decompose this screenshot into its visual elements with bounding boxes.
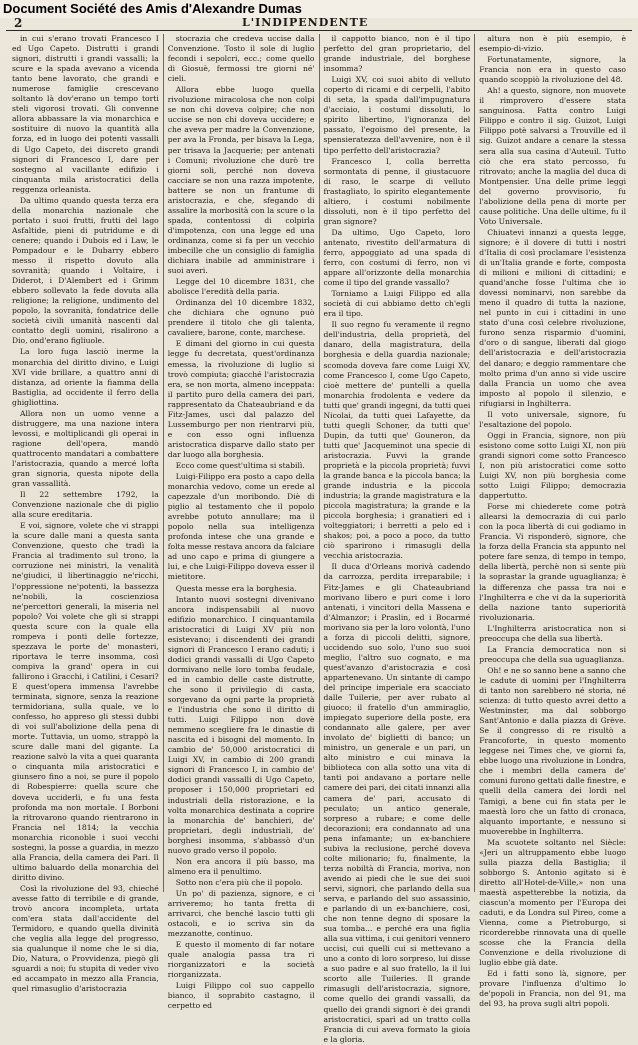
article-paragraph: La Francia democratica non si preoccupa che della sua uguaglianza. (479, 644, 626, 664)
article-paragraph: Intanto nuovi sostegni divenivano ancora indispensabili al nuovo edifizio monarchico. I cinquantamila aristocratici di Luigi XV più non esistevano; i discendenti dei grandi signori di Francesco I erano caduti; i dodici grandi vassalli di Ugo Capeto dormivano nelle loro tomba feudale, ed in cambio delle caste distrutte, che sono il privilegio di casta, sorgevano da ogni parte la proprietà e l'industria che sono il diritto di tutti. Luigi Filippo non dovè nemmeno scegliere fra le dinastie di nascita ed i bisogni del momento. In cambio de' 50,000 aristocratici di Luigi XV, in cambio di 200 grandi signori di Francesco I, in cambio de' dodici grandi vassalli di Ugo Capeto, proposer i 150,000 proprietari ed industriali della ristorazione, e la volta monarchica destinata a coprire la monarchia de' banchieri, de' proprietari, degli industriali, de' borghesi insomma, s'abbassò d'un nuovo grado verso il popolo. (167, 594, 315, 855)
article-paragraph: Luigi Filippo col suo cappello bianco, il soprabito castagno, il cerpetto ed (167, 981, 315, 1011)
header-rule (6, 30, 632, 31)
column-1 (8, 34, 163, 994)
article-paragraph: il cappotto bianco, non è il tipo perfetto del gran proprietario, del grande industriale, del borghese insomma? (323, 34, 471, 74)
article-paragraph: Ordinanza del 10 dicembre 1832, che dichiara che ognuno può prendere il titolo che gli talenta, cavaliere, barone, conte, marchese. (167, 298, 315, 338)
article-paragraph: in cui s'erano trovati Francesco I ed Ugo Capeto. Distrutti i grandi signori, distrutti i grandi vassalli; la scure e la spada avevano a vicenda tanto bene lavorato, che grandi e numerose famiglie crescevano soltanto là dov'erano un tempo torti steli vigorosi trovati. Gli convenne allora abbassare la via monarchica e sostituire di nuovo la quantità alla forza, ed in luogo dei potenti vassalli di Ugo Capeto, dei discreto grandi signori di Francesco I, dare per sostegno al vacillante edifizio i cinquanta mila aristocratici della reggenza orleanista. (12, 34, 159, 194)
article-paragraph: Chiuatevi innanzi a questa legge, signore; è il dovere di tutti i nostri d'Italia di così proclamare l'esistenza di un'Italia grande e forte, composta di milioni e milioni di cittadini; e quand'anche fosse l'ultima che io dovessi nominarvi, non sarebbe da meno il quadro di tutta la nazione, nel punto in cui i cittadini in uno stato d'una così celebre rivoluzione, furono senza risparmio d'uomini, d'oro o di sangue, liberati dal giogo dell'aristocrazia e dell'aristocrazia del danaro; e deggio rammentare che molto prima d'un anno si vide uscire dalla Francia un uomo che avea imposto al popolo il silenzio, e rifugiarsi in Inghilterra. (479, 227, 626, 408)
article-paragraph: Il suo regno fu veramente il regno dell'industria, della proprietà, del danaro, della magistratura, della borghesia e della guardia nazionale; scomoda doveva fare come Luigi XV, come Francesco I, come Ugo Capeto, cioè mettere de' puntelli a quella monarchia frodolenta e vedere da tutti que' grandi ingegni, da tutti quei Nicolai, da tutti quei Lafayette, da tutti quegli Schoner, da tutti que' Dupin, da tutti que' Gouneron, da tutti que' Jacqueminot una specie di aristocrazia. Fuvvi la grande proprietà e la piccola proprietà; fuvvi la grande banca e la piccola banca; la grande industria e la piccola industria; la grande magistratura e la piccola magistratura; la grande e la piccola borghesia; i granatieri ed i volteggiatori; i berretti a pelo ed i shakos; poi, a poco a poco, da tutto ciò sparirono i rimasugli della vecchia aristocrazia. (323, 320, 471, 561)
watermark-text: Document Société des Amis d'Alexandre Dumas (3, 1, 302, 16)
article-paragraph: Legge del 10 dicembre 1831, che abolisce l'eredità della paria. (167, 277, 315, 297)
article-paragraph: Oh! e ne so sanno bene a sanno che le cadute di uomini per l'Inghilterra di tanto non sarebbero né storia, né scienza: di tutto questo avrei detto a Westminster, ma dal sobborgo Sant'Antonio e dalla piazza di Grève. Se il congresso di re risultò a Francoforte, in questo momento leggese nei Times che, ve giorni fa, ebbe luogo una rivoluzione in Londra, che i membri della camera de' comuni furono gettati dalle finestre, e quelli della camera dei lordi nel Tamigi, a bene cui fin stata per le maestà loro che un fatto di cronaca, alquanto importante, e nessuno si muoverebbe in Inghilterra. (479, 665, 626, 836)
article-paragraph: Non era ancora il più basso, ma almeno era il penultimo. (167, 856, 315, 876)
article-paragraph: Fortunatamente, signore, la Francia non era in questo caso quando scoppiò la rivoluzione del 48. (479, 55, 626, 85)
article-paragraph: Francesco I, colla berretta sormontata di penne, il giustacuore di raso, le scarpe di velluto frastagliato, lo spirito elegantemente altiero, i costumi nobilmente dissoluti, non è il tipo perfetto del gran signore? (323, 156, 471, 226)
article-paragraph: Ah! a questo, signore, non muovete il rimprovero d'essere stata sanguinosa. Fatta contro Luigi Filippo e contro il sig. Guizot, Luigi Filippo potè salvarsi a Trouville ed il sig. Guizot andare a cenare la stessa sera alla sua casina d'Auteuil. Tutto ciò che era stato percosso, fu ritrovato; anche la maglia del duca di Montpensier. Una delle prime leggi del governo provvisorio, fu l'abolizione della pena di morte per cause politiche. Una delle ultime, fu il Voto Universale. (479, 86, 626, 226)
article-paragraph: Ed i fatti sono là, signore, per provare l'influenza d'ultimo lo de'popoli in Francia, non del 91, ma del 93, ha prova sugli altri popoli. (479, 969, 626, 1009)
article-paragraph: Ma scuotete soltanto nel Siècle: «Jeri un altruppamento ebbe luogo sulla piazza della Bastiglia; il sobborgo S. Antonio agitato si è diretto all'Hotel-de-Ville,» non una maestà aspetterebbe la notizia, da ciascun'a momento per l'Europa dei caduti, e da Londra sul Pireo, come a Vienna, come a Pietroburgo, si ricorderebbe rinnovata una di quelle scosse che la Francia della Convenzione e della rivoluzione di luglio ebbe già date. (479, 837, 626, 968)
article-paragraph: Un po' di pazienza, signore, e ci arriveremo; ho tanta fretta di arrivarci, che benché lascio tutti gli ostacoli, e io scriva sin da mezzanotte, continuo. (167, 888, 315, 939)
article-columns (8, 34, 630, 1044)
page-header (6, 16, 632, 30)
article-paragraph: E dimani del giorno in cui questa legge fu decretata, quest'ordinanza emessa, la rivoluzione di luglio si trovò compiuta; giacché l'aristocrazia era, se non morta, almeno inceppata: il partito puro della camera dei pari, rappresentato da Chateaubriand e da Fitz-James, usci dal palazzo del Lussemburgo per non rientrarvi più, e con esso ogni influenza aristocratica disparve dallo stato per dar luogo alla borghesia. (167, 339, 315, 459)
article-paragraph: Torniamo a Luigi Filippo ed alla società di cui abbiamo detto ch'egli era il tipo. (323, 289, 471, 319)
column-4 (474, 34, 630, 1009)
article-paragraph: Sotto non c'era più che il popolo. (175, 877, 303, 887)
article-paragraph: Da ultimo quando questa terza era della monarchia nazionale che portato i suoi frutti, frutti del lago Asfaltide, pieni di putridume e di cenere; quando i Dubois ed i Law, le Pompadour e le Dubarry ebbero messo il rispetto dovuto alla sovranità; quando i Voltaire, i Diderot, i D'Alembert ed i Grimm ebbero sollevato la fede dovuta alla religione; la religione, undimento del popolo, la sovranità, fondatrice delle società civili umanità nascenti dal contatto degli uomini, risalirono a Dio, ond'erano figliuole. (12, 195, 159, 346)
article-paragraph: altura non è più esempio, è esempio-di-vizio. (479, 34, 626, 54)
article-paragraph: Forse mi chiederete come potrà allearsi la democrazia di cui parlo con la poca libertà di cui godiamo in Francia. Vi risponderò, signore, che la forza della Francia sta appunto nel potere fare senza, di tempo in tempo, della libertà, perchè non si sente più la soprastar la grande uguaglianza; è la differenza che passa tra noi e l'Inghilterra e che vi da la superiorità della nazione tanto superiorità rivoluzionaria. (479, 502, 626, 622)
column-2 (163, 34, 319, 1011)
article-paragraph: Ecco come quest'ultima si stabilì. (175, 460, 305, 470)
masthead-title: L'INDIPENDENTE (242, 16, 369, 29)
article-paragraph: La loro fuga lasciò inerme la monarchia del diritto divino, e Luigi XVI vide brillare, a quattro anni di distanza, ad oriente la fiamma della Bastiglia, ad occidente il ferro della ghigliottina. (12, 347, 159, 407)
article-paragraph: Da ultimo, Ugo Capeto, loro antenato, rivestito dell'armatura di ferro, appoggiato ad una spada di ferro, con costumi di ferro, non vi appare all'orizzonte della monarchia come il tipo del grande vassallo? (323, 227, 471, 288)
article-paragraph: L'Inghilterra aristocratica non si preoccupa che della sua libertà. (479, 623, 626, 643)
article-paragraph: E voi, signore, volete che vi strappi la scure dalle mani a questa santa Convenzione, questo che tradì la Francia al tradimento sul trono, la corruzione nei ministri, la venalità ne'giudici, il libertinaggio ne'ricchi, l'oppressione ne'potenti, la bassezza ne'nobili, la coscienziosa ne'percettori generali, la miseria nel popolo? Voi volete che gli si strappi questa scure con la quale ella rompeva i ponti delle fortezze, spezzava le porte de' monasteri, riportava le terre insomma, così compiva la grand' opera in cui fallirono i Gracchi, i Catilini, i Cesari? E quest'opera immensa l'avrebbe terminata, signore, senza la reazione termidoriana, sulla quale, ve lo confesso, ho appreso gli stessi dubbi di voi sull'abolizione della pena di morte. Tuttavia, un uomo, strappò la scure dalle mani del gigante. La reazione salvò la vita a quei quaranta o cinquanta mila aristocratici e giunsero fino a noi, se pure il popolo di Robespierre: quella scure che doveva ucciderli, e fu una festa profonda ma non mortale. I Borboni la ritrovarono quando rientrarono in Francia nel 1814; la vecchia monarchia riconoble i suoi vecchi sostegni, la posse a guardia, in mezzo alla Francia, della camera dei Pari. Il ultimo baluardo della monarchia del diritto divino. (12, 521, 159, 882)
article-paragraph: stocrazia che credeva uccise dalla Convenzione. Tosto il sole di luglio fecondi i sepolcri, ecc.; come quello di Giosuè, fermossi tre giorni né' cieli. (167, 34, 315, 84)
article-paragraph: Così la rivoluzione del 93, chieché avesse fatto di terribile e di grande, trovò ancora incompleta, urtata com'era stata dall'accidente del Termidoro, e quando quella divinità che veglia alla legge del progresso, sia qualunque il nome che le si dia, Dio, Natura, o Provvidenza, piegò gli sguardi a noi; fu stupita di veder vivo ed accampato in mezzo alla Francia, quel rimasuglio d'aristocrazia (12, 883, 159, 994)
article-paragraph: Luigi XV, coi suoi abito di velluto coperto di ricami e di cerpelli, l'abito di seta, la spada dall'impugnatura d'acciaio, i costumi dissoluti, lo spirito libertino, l'ignoranza del passato, l'egoismo del presente, la spensieratezza dell'avvenire, non è il tipo perfetto dell'aristocrazia? (323, 75, 471, 155)
article-paragraph: Oggi in Francia, signore, non più esistono come sotto Luigi XI, non più grandi signori come sotto Francesco I, non più aristocratici come sotto Luigi XV, non più borghesia come sotto Luigi Filippo; democrazia dappertutto. (479, 430, 626, 501)
column-3 (319, 34, 475, 1044)
article-paragraph: Il voto universale, signore, fu l'esaltazione del popolo. (479, 409, 626, 429)
article-paragraph: Luigi-Filippo era posto a capo della monarchia vedovo, come un erede al capezzale d'un moribondo. Diè di piglio al testamento che il popolo avrebbe potuto annullare; ma il popolo nella sua intelligenza profonda intese che una grande e folta messe restava ancora da falciare ad uno capo e prima di giungere a lui, e che Luigi-Filippo doveva esser il mietitore. (167, 472, 315, 582)
article-paragraph: E questo il momento di far notare quale analogia passa tra ri riorganizzatori e la società riorganizzata. (167, 940, 315, 980)
article-paragraph: Allora ebbe luogo quella rivoluzione miracolosa che non colpi se non chi doveva colpire; che non uccise se non chi doveva uccidere; e che aveva per madre la Convenzione, per ava la Fronda, per bisava la Lega, per trisava la Jacquerie; per antenati i Comuni; rivoluzione che durò tre giorni soli, perché non doveva cacciare se non una razza impotente, battere se non un frantume di aristocrazia, e che, sfegando di assalire la morbosità con la scure o la spada, contentossi di colpirla d'impotenza, con una legge ed una ordinanza, come si fa per un vecchio imbecille che un consiglio di famiglia dichiara inabile ad amministrare i suoi averi. (167, 85, 315, 276)
article-paragraph: Questa messe era la borghesia. (175, 583, 297, 593)
page-number: 2 (14, 16, 23, 30)
article-paragraph: Allora non un uomo venne a distruggere, ma una nazione intera levossi, e moltiplicandi gli operai in ragione dell'opera, mandò quattrocento mandatari a combattere l'aristocrazia, quando a mercé lofta gran signoria, questa nipote della gran vassallità. (12, 408, 159, 489)
article-paragraph: Il duca d'Orleans morivà cadendo da carrozza, perdita irreparabile; i Fitz-James e gli Chateaubriand morivano libero e puri come i loro antenati, i vincitori della Massena e d'Almanzor; i Praslin, ed i Bocarmé morivano sia per la loro volontà, l'uno a forza di piccoli delitti, signore, uccidendo suo solo, l'uno suo suoi meglio, l'altro suo cognato, e ma quest'avanzo d'aristocrazia e così appartenevano. Un sintante di campo del principe imperiale era scacciato dalle Tuilerie, per aver rubato al giuoco; il fratello d'un ammiraglio, impiegato superiore della poste, era condannato alle galere, per aver involato de' biglietti di banco; un ministro, un generale e un pari, un alto ministro e cui minava la biblioteca con alla sotto una vita di tanti poi andavano a portare nelle camere dei pari, dei citati innanzi alla camera de' pari, accusato di peculato; un antico generale, sorpreso a rubare; e come delle decorazioni; era condannato ad una pena infamante; un ex-banchiere subiva la reclusione, perché doveva colte milionario; fu, finalmente, la terza nobiltà di Francia, moriva, non avendo ai piedi che le sue dei suoi servi, signori, che parlando della sua serva, e parlando del suo assassinio, e parlando di un ex-banchiere, così, che non tenne degno di sposare la sua tomba... e perché era una figlia alla sua vittima, i cui genitori vennero uccisi, cui quelli cui si mettevano a uno a conto di loro sorpreso, lui disse a suo padre e al suo fratello, la il lui scorto alle Tuileries. Il grande rimasugli dell'aristocrazia, signore, come quello dei grandi vassalli, da quello dei grandi signori è dei grandi aristocratici, sparì ad un tratto colla Francia di cui aveva formato la gioia e la gloria. (323, 562, 471, 1044)
article-paragraph: Il 22 settembre 1792, la Convenzione nazionale che di piglio alla scure ereditaria. (12, 490, 159, 520)
